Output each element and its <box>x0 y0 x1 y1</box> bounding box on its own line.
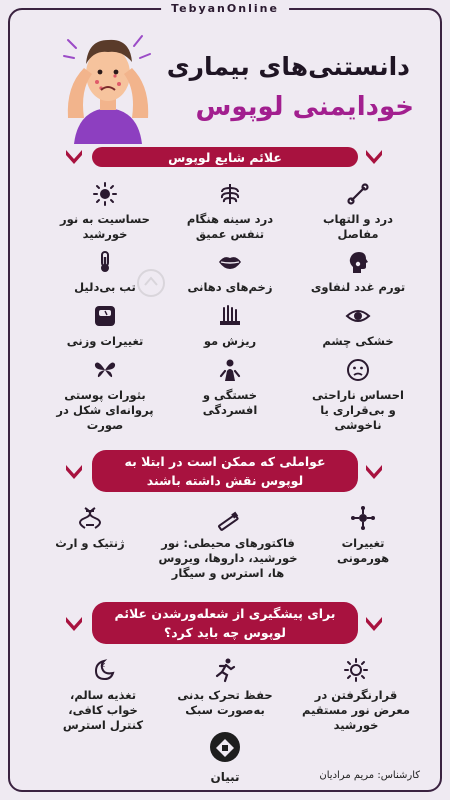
tebyan-logo <box>205 730 245 784</box>
symptom-item: درد و التهاب مفاصل <box>310 180 406 242</box>
prevention-item: حفظ تحرک بدنی به‌صورت سبک <box>175 656 275 718</box>
symptom-item: خشکی چشم <box>310 302 406 349</box>
chevron-right-icon <box>360 610 388 638</box>
chevron-right-icon <box>360 143 388 171</box>
tired-icon <box>216 356 244 384</box>
chevron-right-icon <box>360 458 388 486</box>
sun-icon <box>342 656 370 684</box>
tebyan-logo-icon <box>208 730 242 764</box>
chevron-left-icon <box>60 458 88 486</box>
logo-text: تبیان <box>210 770 240 784</box>
sleep-icon <box>89 656 117 684</box>
chevron-left-icon <box>60 143 88 171</box>
watermark-logo-icon <box>136 268 166 298</box>
symptom-item: خستگی و افسردگی <box>180 356 280 418</box>
symptom-item: تب بی‌دلیل <box>55 248 155 295</box>
ribcage-icon <box>216 180 244 208</box>
bone-icon <box>344 180 372 208</box>
symptom-item: تغییرات وزنی <box>55 302 155 349</box>
symptom-item: ریزش مو <box>180 302 280 349</box>
stressed-person-illustration <box>60 26 156 144</box>
prevention-item: قرارنگرفتن در معرض نور مستقیم خورشید <box>300 656 412 733</box>
symptom-item: درد سینه هنگام تنفس عمیق <box>180 180 280 242</box>
svg-text:z: z <box>101 661 105 669</box>
scale-icon <box>91 302 119 330</box>
symptom-item: تورم غدد لنفاوی <box>310 248 406 295</box>
section-heading-symptoms: علائم شایع لوپوس <box>92 147 358 167</box>
butterfly-icon <box>91 356 119 384</box>
face-icon <box>344 356 372 384</box>
risk-factor-item: فاکتورهای محیطی: نور خورشید، داروها، ویروس ها، استرس و سیگار <box>158 504 298 581</box>
running-icon <box>211 656 239 684</box>
prevention-item: z تغذیه سالم، خواب کافی، کنترل استرس <box>55 656 151 733</box>
thermometer-icon <box>91 248 119 276</box>
symptom-item: بثورات پوستی پروانه‌ای شکل در صورت <box>55 356 155 433</box>
head-glands-icon <box>344 248 372 276</box>
symptom-item: احساس ناراحتی و بی‌قراری یا ناخوشی <box>310 356 406 433</box>
brand-name: TebyanOnline <box>161 2 289 15</box>
sun-icon <box>91 180 119 208</box>
section-heading-risk-factors: عواملی که ممکن است در ابتلا به لوپوس نقش داشته باشند <box>92 450 358 492</box>
cigarette-icon <box>214 504 242 532</box>
lips-icon <box>216 248 244 276</box>
hair-loss-icon <box>216 302 244 330</box>
credit-text: کارشناس: مریم مرادیان <box>319 770 420 781</box>
symptom-item: زخم‌های دهانی <box>180 248 280 295</box>
dna-icon <box>76 504 104 532</box>
hormone-icon <box>349 504 377 532</box>
risk-factor-item: ژنتیک و ارث <box>50 504 130 551</box>
eye-icon <box>344 302 372 330</box>
chevron-left-icon <box>60 610 88 638</box>
symptom-item: حساسیت به نور خورشید <box>55 180 155 242</box>
title-line-2: خودایمنی لوپوس <box>195 92 414 122</box>
section-heading-prevention: برای پیشگیری از شعله‌ورشدن علائم لوپوس چه باید کرد؟ <box>92 602 358 644</box>
risk-factor-item: تغییرات هورمونی <box>318 504 408 566</box>
title-line-1: دانستنی‌های بیماری <box>166 52 410 81</box>
